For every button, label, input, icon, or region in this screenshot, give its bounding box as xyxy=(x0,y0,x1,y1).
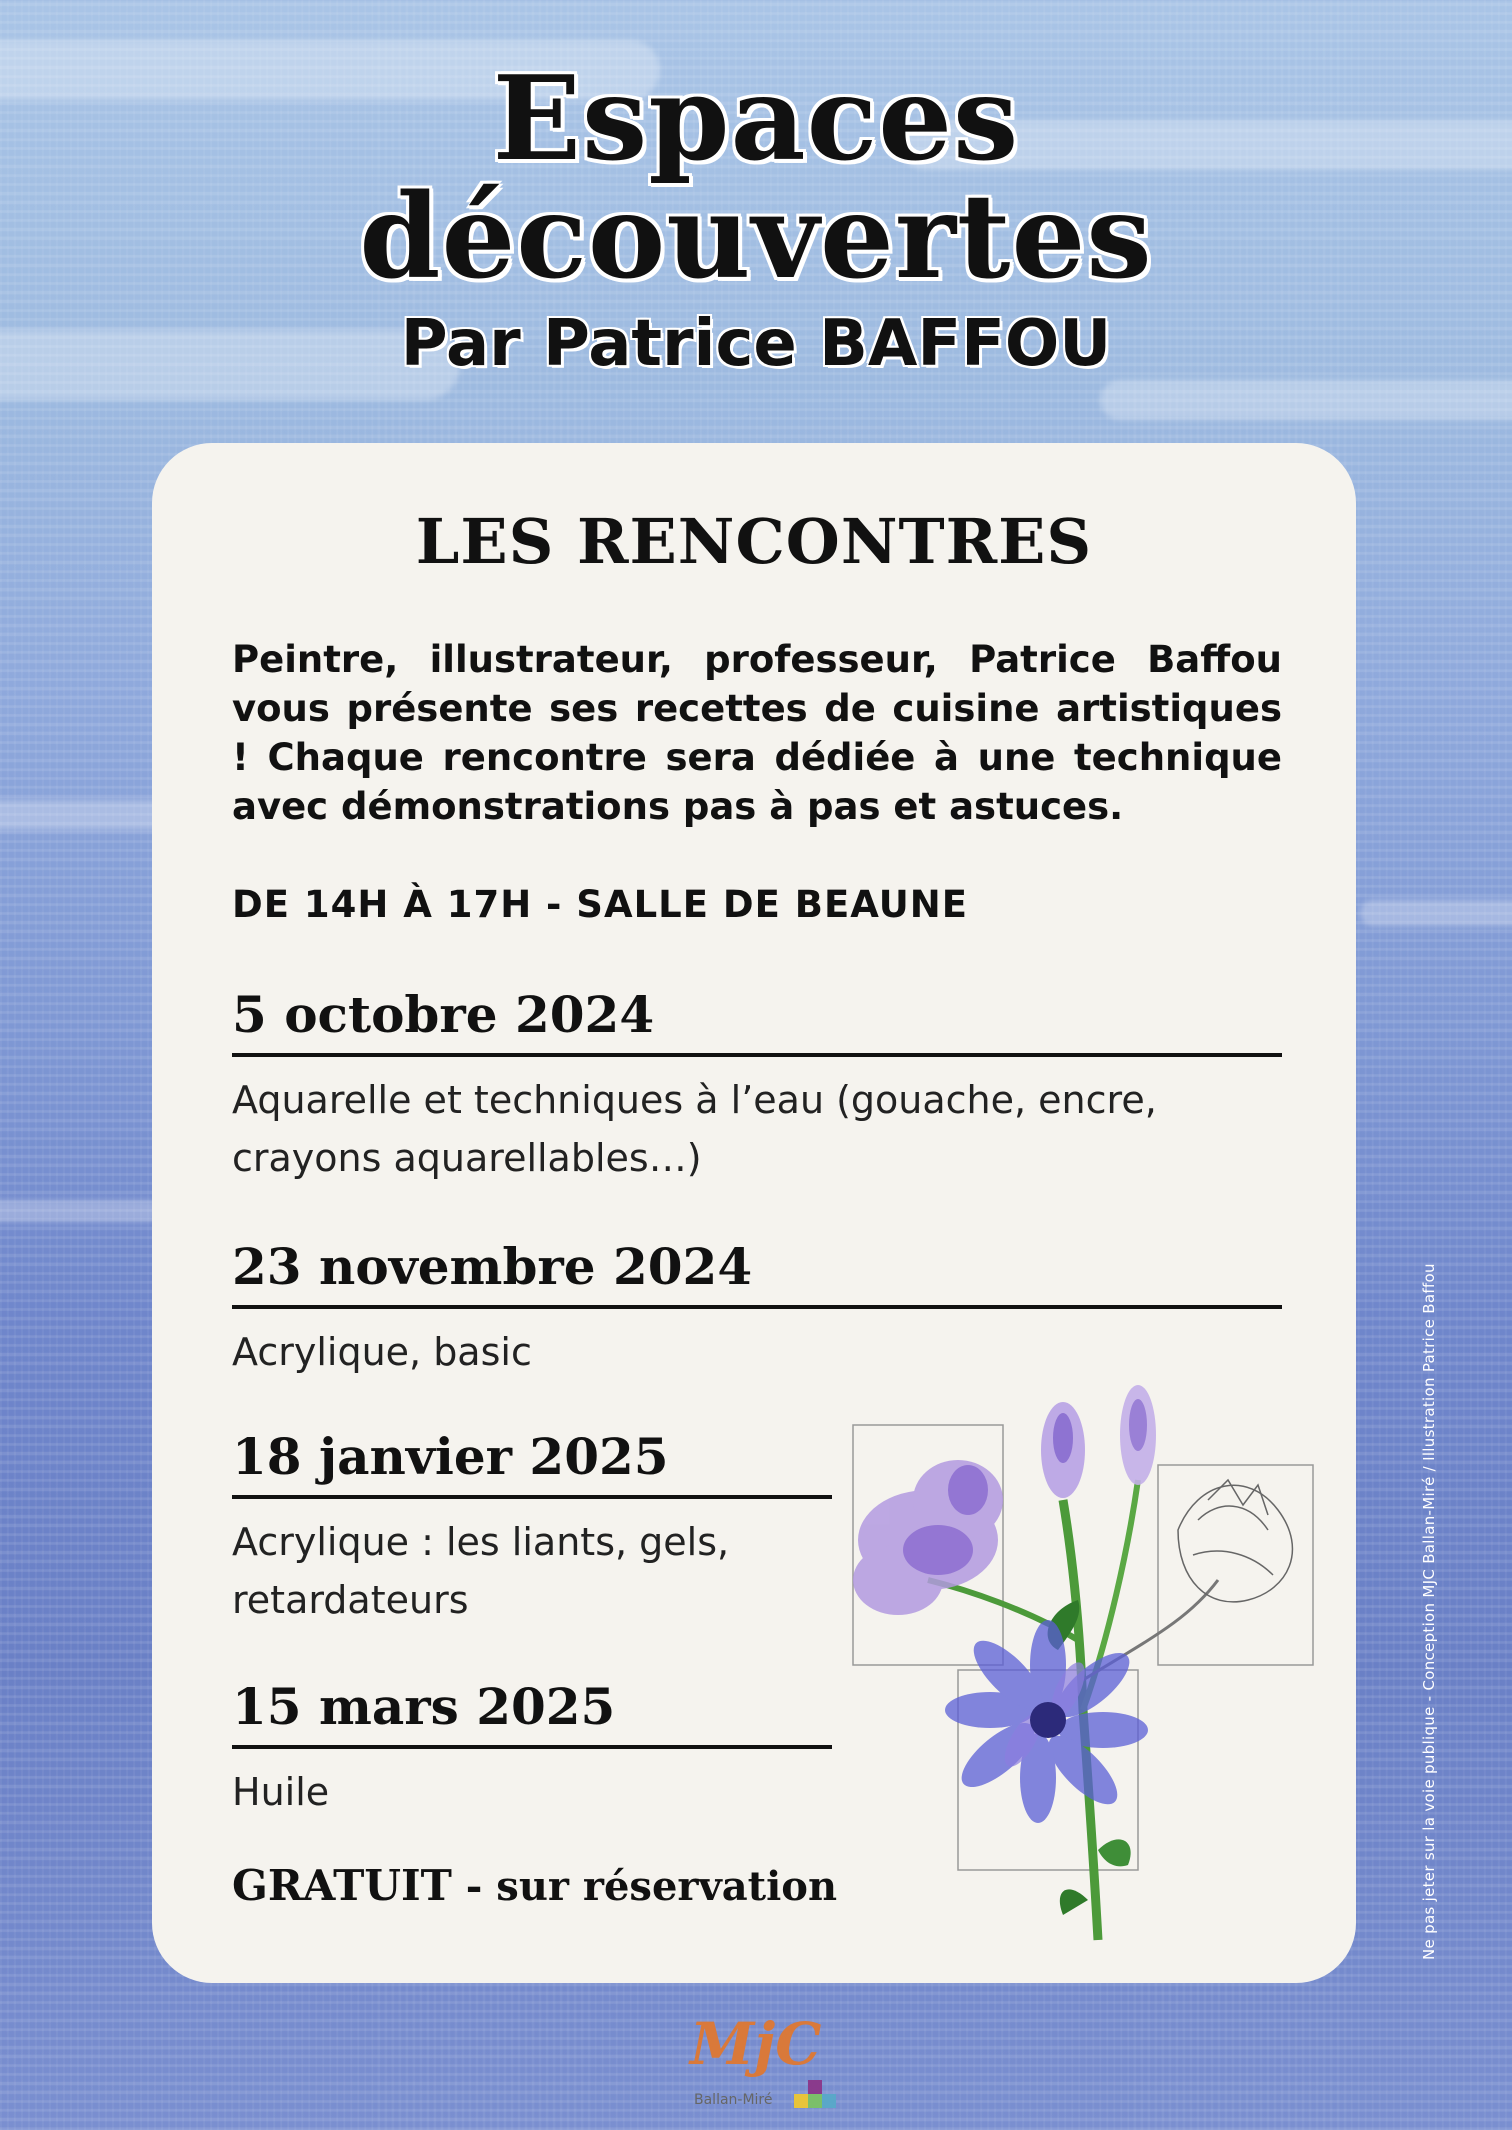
page-title-line2: découvertes xyxy=(359,169,1153,305)
session-item xyxy=(232,1235,1282,1381)
session-desc: Acrylique : les liants, gels, retardateurs xyxy=(232,1520,730,1622)
session-item xyxy=(232,983,1282,1187)
header xyxy=(0,51,1512,384)
logo-square xyxy=(794,2094,808,2108)
flower-illustration xyxy=(848,1380,1318,1980)
session-date: 18 janvier 2025 xyxy=(232,1425,832,1499)
logo-text: MjC xyxy=(690,2010,822,2078)
logo-subtext: Ballan-Miré xyxy=(694,2092,773,2108)
pricing-reservation: - sur réservation xyxy=(451,1863,838,1910)
paint-streak xyxy=(0,1200,160,1222)
session-date: 15 mars 2025 xyxy=(232,1675,832,1749)
session-item xyxy=(232,1675,832,1821)
intro-text: Peintre, illustrateur, professeur, Patrice Baffou vous présente ses recettes de cuisine artistiques ! Chaque rencontre sera dédiée à une technique avec démonstrations pas à pas et astuces. xyxy=(232,638,1282,828)
paint-streak xyxy=(1100,380,1512,420)
session-desc: Acrylique, basic xyxy=(232,1330,532,1374)
logo-square xyxy=(808,2094,822,2108)
session-desc: Aquarelle et techniques à l’eau (gouache, encre, crayons aquarellables…) xyxy=(232,1078,1157,1180)
legal-side-text: Ne pas jeter sur la voie publique - Conception MJC Ballan-Miré / Illustration Patrice Baffou xyxy=(1420,1263,1438,1960)
session-desc: Huile xyxy=(232,1770,330,1814)
logo-square xyxy=(808,2080,822,2094)
pricing-free: GRATUIT xyxy=(232,1861,452,1910)
logo-square xyxy=(822,2094,836,2108)
session-item xyxy=(232,1425,832,1629)
session-date: 23 novembre 2024 xyxy=(232,1235,1282,1309)
pricing-line xyxy=(232,1861,837,1910)
page-subtitle: Par Patrice BAFFOU xyxy=(400,307,1112,381)
card-title: LES RENCONTRES xyxy=(415,505,1093,578)
page-title-line1: Espaces xyxy=(492,51,1020,187)
mjc-logo xyxy=(690,2010,830,2120)
paint-streak xyxy=(1360,900,1512,926)
session-date: 5 octobre 2024 xyxy=(232,983,1282,1057)
paint-streak xyxy=(0,800,170,830)
schedule-text: DE 14H À 17H - SALLE DE BEAUNE xyxy=(232,883,969,926)
